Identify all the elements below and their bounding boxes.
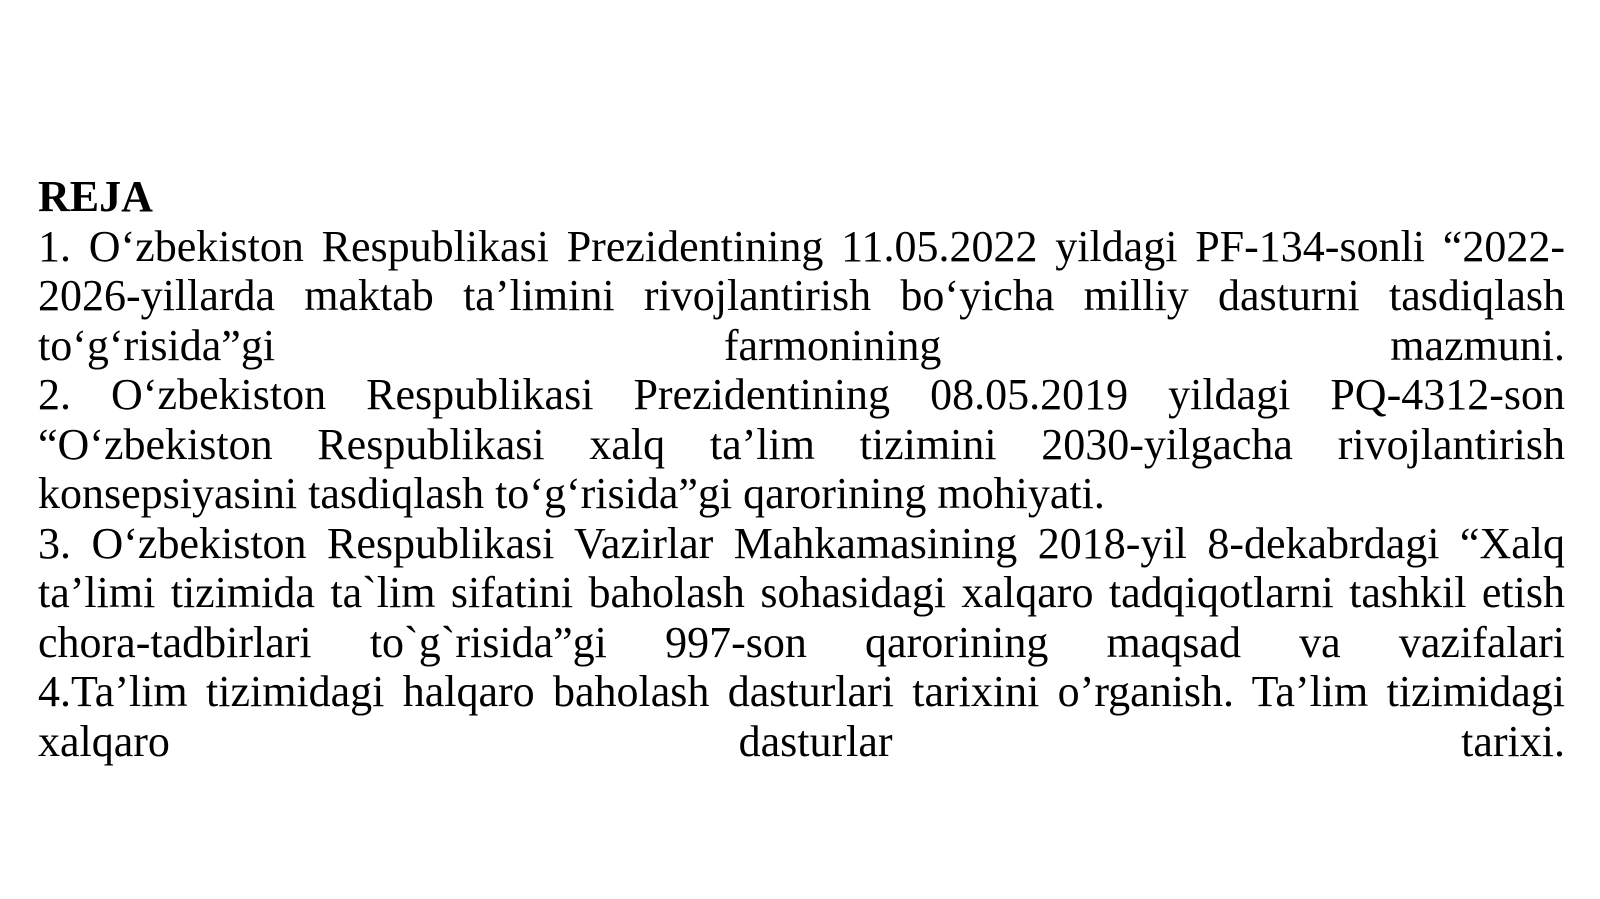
plan-item-4: 4.Ta’lim tizimidagi halqaro baholash dasturlari tarixini o’rganish. Ta’lim tizimidagi xalqaro dasturlar tarixi. bbox=[38, 667, 1565, 766]
plan-content bbox=[38, 172, 1565, 766]
plan-item-1: 1. O‘zbekiston Respublikasi Prezidentining 11.05.2022 yildagi PF-134-sonli “2022-2026-yillarda maktab ta’limini rivojlantirish bo‘yicha milliy dasturni tasdiqlash to‘g‘risida”gi farmonining mazmuni. bbox=[38, 221, 1565, 370]
plan-title: REJA bbox=[38, 172, 153, 221]
plan-item-3: 3. O‘zbekiston Respublikasi Vazirlar Mahkamasining 2018-yil 8-dekabrdagi “Xalq ta’limi tizimida ta`lim sifatini baholash sohasidagi xalqaro tadqiqotlarni tashkil etish chora-tadbirlari to`g`risida”gi 997-son qarorining maqsad va vazifalari bbox=[38, 518, 1565, 667]
plan-item-2: 2. O‘zbekiston Respublikasi Prezidentining 08.05.2019 yildagi PQ-4312-son “O‘zbekiston Respublikasi xalq ta’lim tizimini 2030-yilgacha rivojlantirish konsepsiyasini tasdiqlash to‘g‘risida”gi qarorining mohiyati. bbox=[38, 370, 1565, 518]
